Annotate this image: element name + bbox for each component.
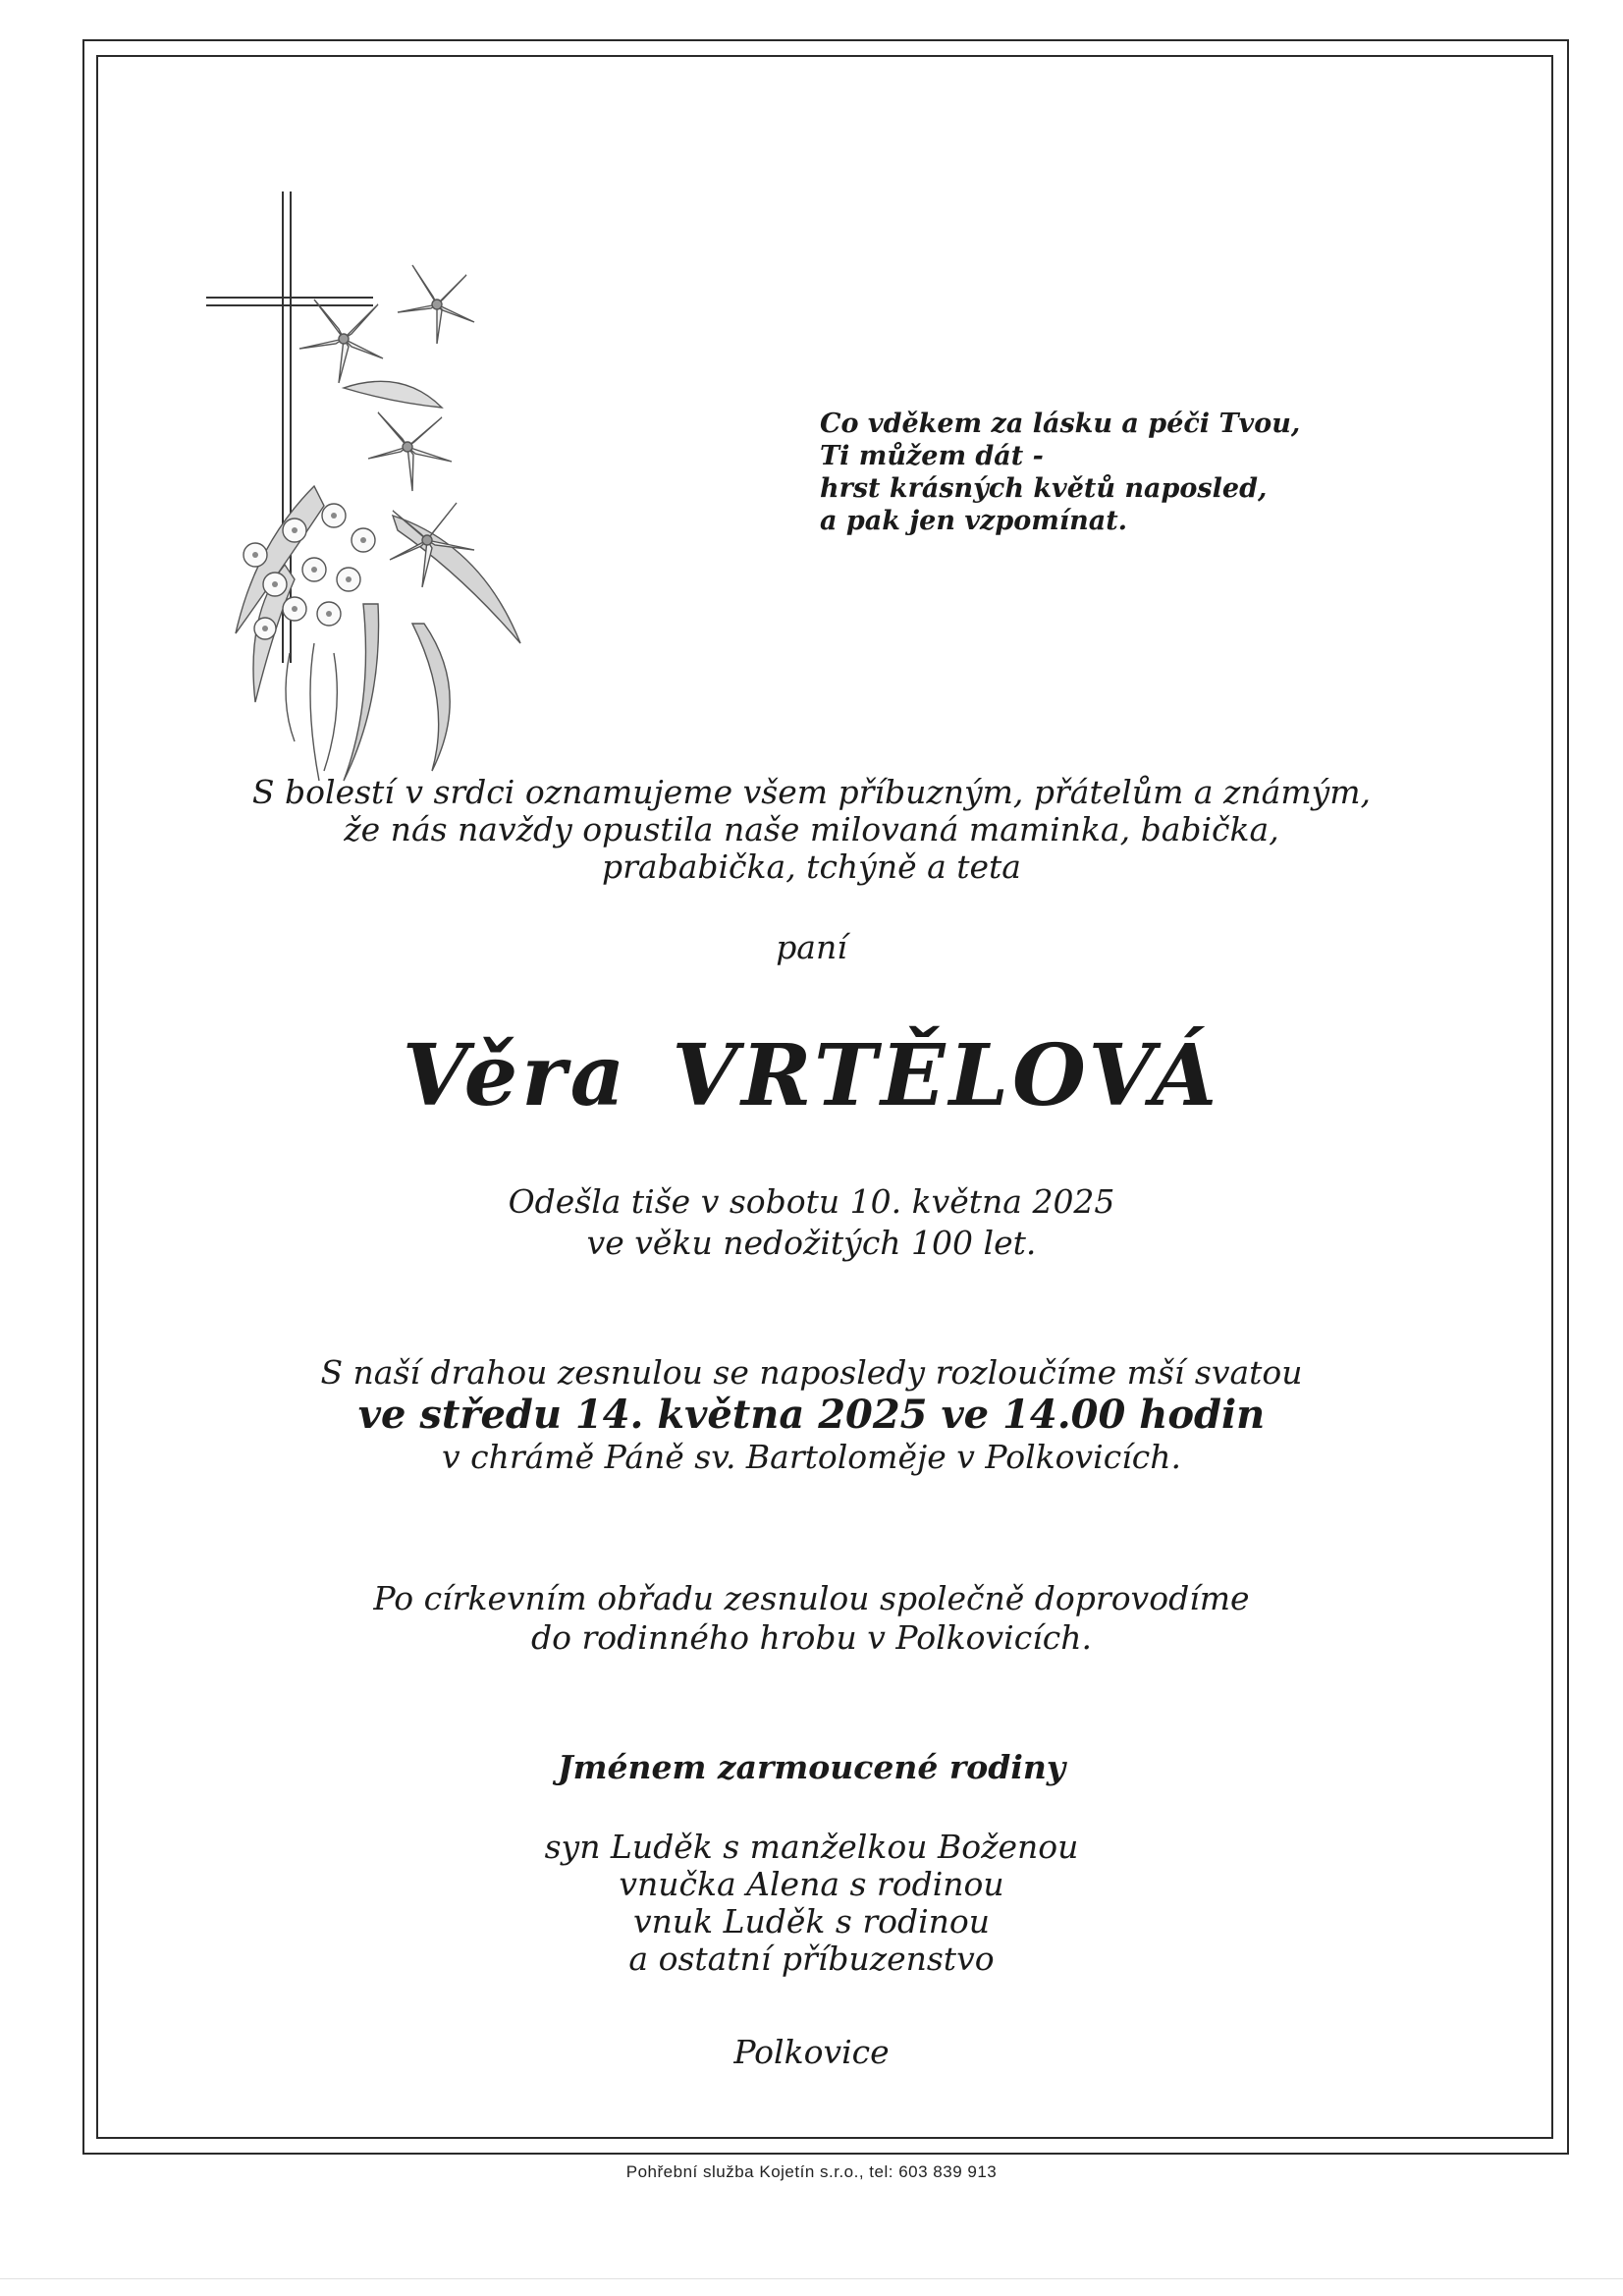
burial-line: Po církevním obřadu zesnulou společně doprovodíme bbox=[373, 1579, 1250, 1617]
poem-line: Co vděkem za lásku a péči Tvou, bbox=[820, 409, 1301, 439]
poem-line: hrst krásných květů naposled, bbox=[820, 473, 1268, 504]
announcement-line: prababička, tchýně a teta bbox=[602, 847, 1021, 886]
honorific: paní bbox=[776, 928, 847, 966]
family-list bbox=[0, 1829, 1623, 1978]
burial-line: do rodinného hrobu v Polkovicích. bbox=[531, 1618, 1092, 1657]
departure-line: ve věku nedožitých 100 let. bbox=[586, 1224, 1037, 1262]
poem-line: Ti můžem dát - bbox=[820, 441, 1044, 471]
poem bbox=[820, 408, 1330, 537]
deceased-name bbox=[0, 1026, 1623, 1125]
announcement-line: že nás navždy opustila naše milovaná maminka, babička, bbox=[344, 810, 1279, 848]
ceremony-place: v chrámě Páně sv. Bartoloměje v Polkovicích. bbox=[441, 1438, 1181, 1476]
place: Polkovice bbox=[733, 2033, 890, 2071]
announcement bbox=[0, 774, 1623, 886]
departure-line: Odešla tiše v sobotu 10. května 2025 bbox=[508, 1182, 1115, 1221]
family-heading: Jménem zarmoucené rodiny bbox=[557, 1748, 1066, 1786]
family-member: vnuk Luděk s rodinou bbox=[632, 1902, 991, 1941]
scan-edge-divider bbox=[0, 2278, 1623, 2279]
first-name: Věra bbox=[402, 1026, 629, 1125]
departure-info bbox=[0, 1181, 1623, 1264]
poem-line: a pak jen vzpomínat. bbox=[820, 506, 1128, 536]
ceremony-time: ve středu 14. května 2025 ve 14.00 hodin bbox=[357, 1392, 1266, 1438]
family-member: a ostatní příbuzenstvo bbox=[628, 1940, 995, 1978]
ceremony-info bbox=[0, 1353, 1623, 1477]
cross-with-lilies-icon bbox=[196, 191, 550, 810]
announcement-line: S bolestí v srdci oznamujeme všem příbuzným, přátelům a známým, bbox=[251, 773, 1372, 811]
family-member: vnučka Alena s rodinou bbox=[619, 1865, 1004, 1903]
footer-funeral-service: Pohřební služba Kojetín s.r.o., tel: 603 839 913 bbox=[625, 2162, 998, 2181]
last-name: VRTĚLOVÁ bbox=[672, 1026, 1221, 1125]
burial-info bbox=[0, 1579, 1623, 1658]
family-member: syn Luděk s manželkou Boženou bbox=[544, 1828, 1079, 1866]
ceremony-intro: S naší drahou zesnulou se naposledy rozloučíme mší svatou bbox=[320, 1353, 1303, 1392]
